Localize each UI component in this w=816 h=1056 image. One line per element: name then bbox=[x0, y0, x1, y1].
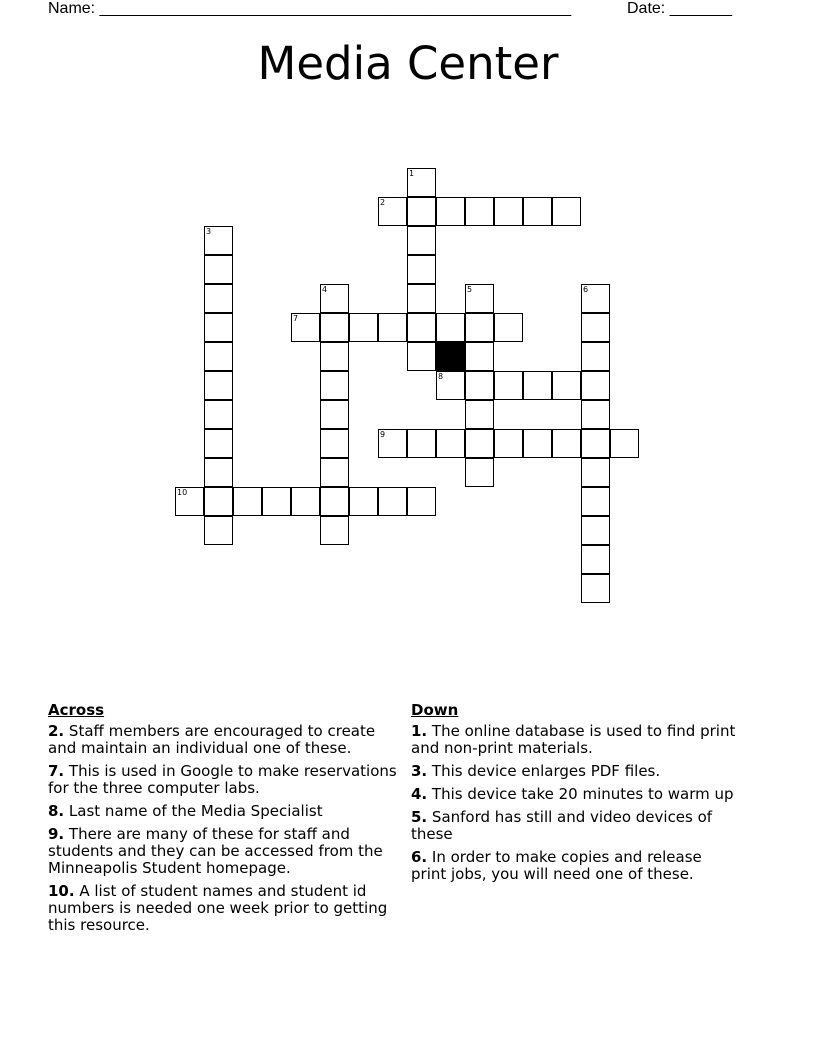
clue-down-4 bbox=[411, 786, 741, 803]
grid-cell[interactable] bbox=[581, 574, 610, 603]
grid-cell[interactable] bbox=[465, 458, 494, 487]
grid-cell[interactable] bbox=[204, 313, 233, 342]
name-label: Name: bbox=[48, 0, 96, 17]
clue-number-label: 7 bbox=[293, 314, 299, 323]
clue-across-7 bbox=[48, 763, 406, 797]
grid-cell[interactable] bbox=[407, 313, 436, 342]
grid-cell[interactable] bbox=[320, 487, 349, 516]
grid-cell[interactable] bbox=[494, 313, 523, 342]
clue-number-label: 9 bbox=[380, 430, 386, 439]
clue-down-1 bbox=[411, 723, 741, 757]
grid-cell[interactable] bbox=[581, 429, 610, 458]
grid-cell[interactable] bbox=[465, 197, 494, 226]
clue-number: 1. bbox=[411, 722, 428, 740]
clue-text: Last name of the Media Specialist bbox=[68, 802, 323, 820]
grid-cell[interactable] bbox=[262, 487, 291, 516]
grid-cell[interactable] bbox=[581, 545, 610, 574]
grid-cell[interactable] bbox=[407, 487, 436, 516]
clue-number: 8. bbox=[48, 802, 65, 820]
grid-cell[interactable] bbox=[291, 487, 320, 516]
down-heading: Down bbox=[411, 701, 459, 719]
grid-cell[interactable] bbox=[349, 487, 378, 516]
grid-cell[interactable] bbox=[407, 197, 436, 226]
clue-number: 2. bbox=[48, 722, 65, 740]
grid-cell[interactable] bbox=[494, 197, 523, 226]
grid-cell[interactable] bbox=[204, 458, 233, 487]
grid-cell[interactable] bbox=[581, 313, 610, 342]
clue-down-6 bbox=[411, 849, 741, 883]
grid-cell[interactable] bbox=[436, 429, 465, 458]
clue-number-label: 5 bbox=[467, 285, 473, 294]
grid-cell[interactable] bbox=[436, 313, 465, 342]
black-cell bbox=[436, 342, 465, 371]
clue-text: This device enlarges PDF files. bbox=[431, 762, 661, 780]
grid-cell[interactable] bbox=[436, 197, 465, 226]
grid-cell[interactable] bbox=[320, 371, 349, 400]
grid-cell[interactable] bbox=[204, 342, 233, 371]
clue-text: A list of student names and student id numbers is needed one week prior to getting this resource. bbox=[48, 882, 388, 934]
grid-cell[interactable] bbox=[610, 429, 639, 458]
clue-number-label: 2 bbox=[380, 198, 386, 207]
grid-cell[interactable] bbox=[204, 487, 233, 516]
grid-cell[interactable] bbox=[349, 313, 378, 342]
clue-across-8 bbox=[48, 803, 406, 820]
clue-down-5 bbox=[411, 809, 741, 843]
grid-cell[interactable] bbox=[465, 429, 494, 458]
clue-number: 10. bbox=[48, 882, 75, 900]
clue-number: 4. bbox=[411, 785, 428, 803]
clue-across-9 bbox=[48, 826, 406, 877]
clue-across-10 bbox=[48, 883, 406, 934]
grid-cell[interactable] bbox=[407, 255, 436, 284]
across-heading: Across bbox=[48, 701, 105, 719]
grid-cell[interactable] bbox=[581, 458, 610, 487]
grid-cell[interactable] bbox=[320, 516, 349, 545]
grid-cell[interactable] bbox=[204, 429, 233, 458]
clue-down-3 bbox=[411, 763, 741, 780]
grid-cell[interactable] bbox=[407, 284, 436, 313]
date-line[interactable]: _______ bbox=[669, 0, 732, 17]
grid-cell[interactable] bbox=[581, 400, 610, 429]
page-title: Media Center bbox=[257, 37, 559, 90]
clue-number: 3. bbox=[411, 762, 428, 780]
across-clues bbox=[48, 702, 406, 940]
clue-number-label: 6 bbox=[583, 285, 589, 294]
clue-text: Sanford has still and video devices of these bbox=[411, 808, 713, 843]
clue-text: In order to make copies and release print jobs, you will need one of these. bbox=[411, 848, 702, 883]
grid-cell[interactable] bbox=[581, 371, 610, 400]
clue-number: 9. bbox=[48, 825, 65, 843]
grid-cell[interactable] bbox=[204, 371, 233, 400]
grid-cell[interactable] bbox=[465, 342, 494, 371]
down-clues bbox=[411, 702, 741, 889]
grid-cell[interactable] bbox=[320, 342, 349, 371]
grid-cell[interactable] bbox=[204, 255, 233, 284]
grid-cell[interactable] bbox=[523, 371, 552, 400]
name-line[interactable]: _____________________________________________________ bbox=[99, 0, 572, 17]
grid-cell[interactable] bbox=[320, 400, 349, 429]
clue-number-label: 3 bbox=[206, 227, 212, 236]
grid-cell[interactable] bbox=[523, 197, 552, 226]
grid-cell[interactable] bbox=[465, 400, 494, 429]
clue-number: 7. bbox=[48, 762, 65, 780]
grid-cell[interactable] bbox=[320, 429, 349, 458]
grid-cell[interactable] bbox=[581, 516, 610, 545]
clue-text: This device take 20 minutes to warm up bbox=[431, 785, 734, 803]
grid-cell[interactable] bbox=[465, 313, 494, 342]
grid-cell[interactable] bbox=[465, 371, 494, 400]
grid-cell[interactable] bbox=[378, 487, 407, 516]
grid-cell[interactable] bbox=[320, 313, 349, 342]
grid-cell[interactable] bbox=[320, 458, 349, 487]
grid-cell[interactable] bbox=[552, 429, 581, 458]
grid-cell[interactable] bbox=[407, 342, 436, 371]
grid-cell[interactable] bbox=[407, 226, 436, 255]
grid-cell[interactable] bbox=[204, 284, 233, 313]
clue-number-label: 10 bbox=[177, 488, 188, 497]
clue-text: This is used in Google to make reservations for the three computer labs. bbox=[48, 762, 397, 797]
grid-cell[interactable] bbox=[494, 429, 523, 458]
grid-cell[interactable] bbox=[494, 371, 523, 400]
clue-text: Staff members are encouraged to create and maintain an individual one of these. bbox=[48, 722, 376, 757]
grid-cell[interactable] bbox=[233, 487, 262, 516]
grid-cell[interactable] bbox=[378, 313, 407, 342]
clue-number-label: 1 bbox=[409, 169, 415, 178]
grid-cell[interactable] bbox=[581, 342, 610, 371]
grid-cell[interactable] bbox=[552, 371, 581, 400]
grid-cell[interactable] bbox=[204, 516, 233, 545]
date-label: Date: bbox=[627, 0, 666, 17]
clue-number: 5. bbox=[411, 808, 428, 826]
grid-cell[interactable] bbox=[523, 429, 552, 458]
clue-text: There are many of these for staff and students and they can be accessed from the Minneapolis Student homepage. bbox=[48, 825, 383, 877]
grid-cell[interactable] bbox=[204, 400, 233, 429]
grid-cell[interactable] bbox=[581, 487, 610, 516]
grid-cell[interactable] bbox=[407, 429, 436, 458]
clue-number-label: 8 bbox=[438, 372, 444, 381]
clue-number: 6. bbox=[411, 848, 428, 866]
clue-across-2 bbox=[48, 723, 406, 757]
clue-text: The online database is used to find print and non-print materials. bbox=[411, 722, 736, 757]
clue-number-label: 4 bbox=[322, 285, 328, 294]
grid-cell[interactable] bbox=[552, 197, 581, 226]
